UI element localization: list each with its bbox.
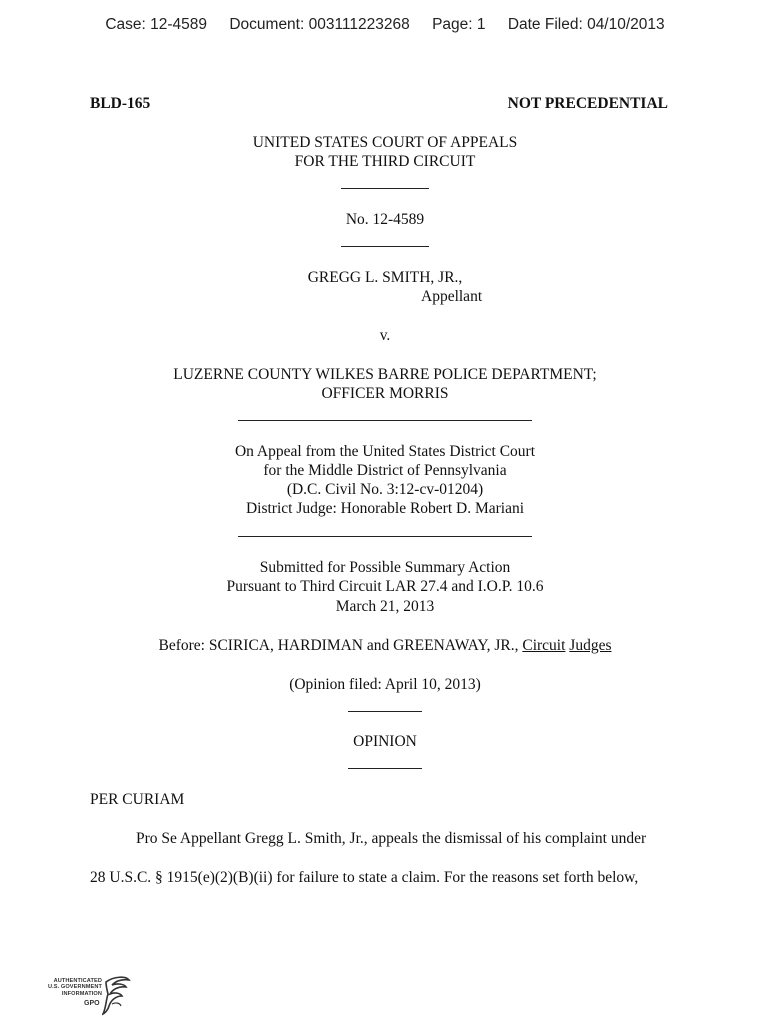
gpo-logo-mark: GPO [84, 1000, 100, 1007]
circuit-word: Circuit [522, 637, 566, 654]
date-filed-header: Date Filed: 04/10/2013 [507, 16, 665, 33]
district-judge: District Judge: Honorable Robert D. Mariani [245, 500, 525, 517]
panel-judges [0, 636, 770, 656]
appellee-line2: OFFICER MORRIS [321, 385, 449, 402]
gpo-authentication-logo [44, 972, 134, 1016]
precedential-label: NOT PRECEDENTIAL [507, 95, 668, 112]
gpo-logo-line2: U.S. GOVERNMENT [47, 984, 102, 991]
filing-header [0, 16, 770, 34]
appeal-line3: (D.C. Civil No. 3:12-cv-01204) [286, 481, 484, 498]
body-line1: Pro Se Appellant Gregg L. Smith, Jr., appeals the dismissal of his complaint under [136, 830, 647, 847]
case-number-header: Case: 12-4589 [105, 16, 208, 33]
panel-judges-names: Before: SCIRICA, HARDIMAN and GREENAWAY, JR., [158, 637, 523, 654]
divider-rule [341, 246, 429, 247]
gpo-logo-text [44, 978, 102, 997]
opinion-heading: OPINION [353, 733, 417, 750]
divider-rule-short [348, 768, 422, 769]
appellant-role: Appellant [421, 288, 483, 305]
body-line2: 28 U.S.C. § 1915(e)(2)(B)(ii) for failure to state a claim. For the reasons set forth below, [90, 869, 639, 886]
divider-rule-long [238, 420, 532, 421]
case-number: No. 12-4589 [345, 211, 425, 228]
divider-rule [341, 188, 429, 189]
page-number-header: Page: 1 [432, 16, 486, 33]
court-name-line1: UNITED STATES COURT OF APPEALS [252, 134, 518, 151]
submission-date: March 21, 2013 [335, 598, 435, 615]
per-curiam: PER CURIAM [90, 791, 185, 808]
versus: v. [379, 327, 391, 344]
appeal-line2: for the Middle District of Pennsylvania [263, 462, 507, 479]
judges-word: Judges [569, 637, 612, 654]
opinion-filed-date: (Opinion filed: April 10, 2013) [289, 676, 481, 693]
gpo-logo-line3: INFORMATION [61, 990, 102, 997]
eagle-icon [102, 974, 132, 1016]
appeal-line1: On Appeal from the United States District Court [234, 443, 536, 460]
court-name-line2: FOR THE THIRD CIRCUIT [294, 153, 476, 170]
appellee-line1: LUZERNE COUNTY WILKES BARRE POLICE DEPARTMENT; [173, 366, 597, 383]
divider-rule-long [238, 536, 532, 537]
gpo-logo-line1: AUTHENTICATED [53, 978, 102, 984]
submission-line1: Submitted for Possible Summary Action [259, 559, 511, 576]
submission-line2: Pursuant to Third Circuit LAR 27.4 and I.O.P. 10.6 [226, 578, 544, 595]
document-number-header: Document: 003111223268 [229, 16, 410, 33]
appellant-name: GREGG L. SMITH, JR., [307, 269, 463, 286]
doc-code: BLD-165 [90, 95, 151, 112]
divider-rule-short [348, 711, 422, 712]
